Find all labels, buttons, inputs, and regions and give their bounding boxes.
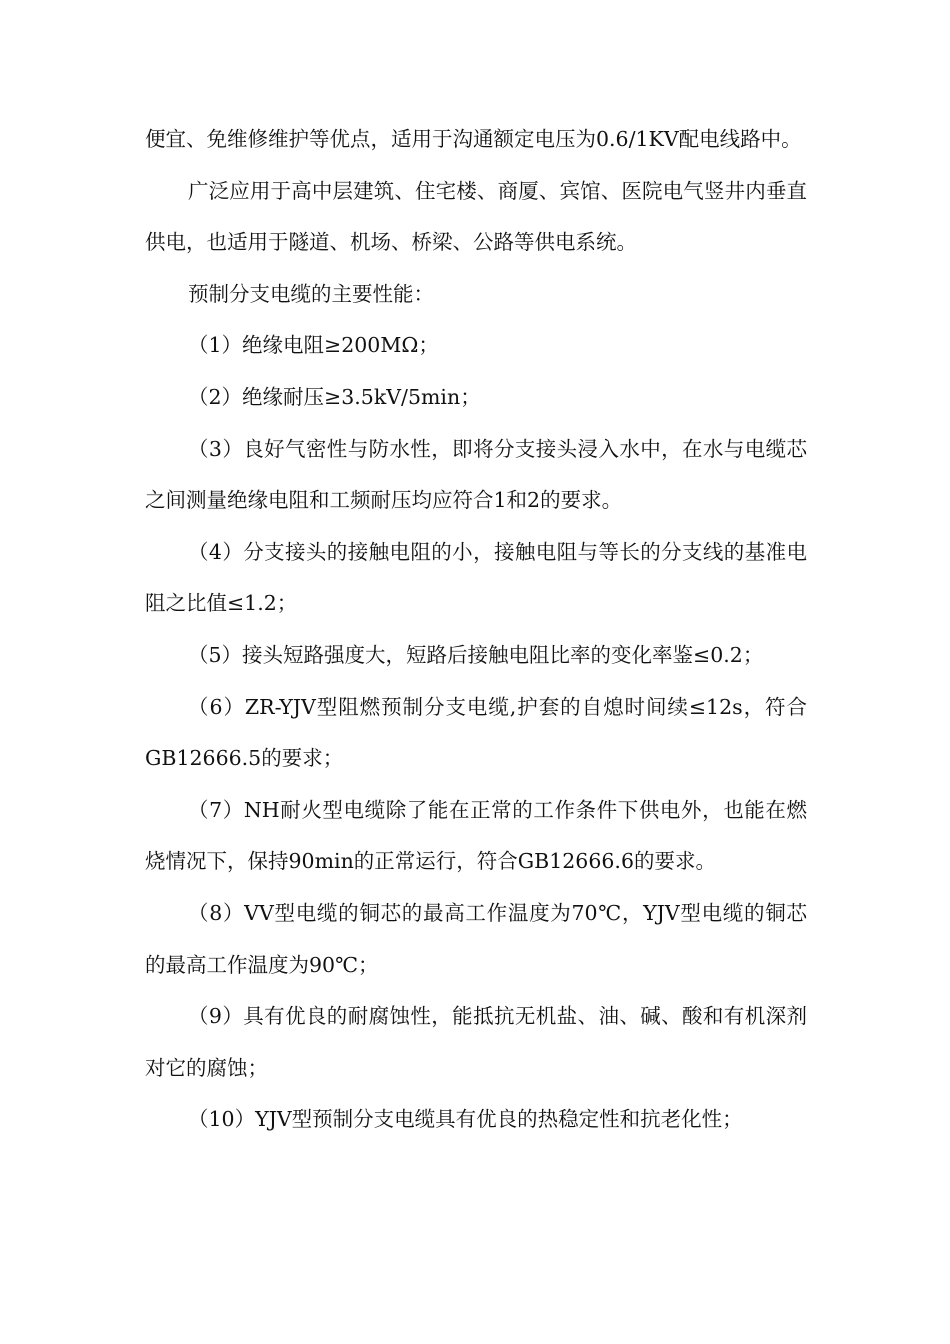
list-item-4: （4）分支接头的接触电阻的小，接触电阻与等长的分支线的基准电阻之比值≤1.2； — [145, 539, 807, 616]
paragraph-applications: 广泛应用于高中层建筑、住宅楼、商厦、宾馆、医院电气竖井内垂直供电，也适用于隧道、机场、桥梁、公路等供电系统。 — [145, 178, 807, 255]
list-item-10: （10）YJV型预制分支电缆具有优良的热稳定性和抗老化性； — [188, 1107, 743, 1132]
list-item-2: （2）绝缘耐压≥3.5kV/5min； — [188, 384, 481, 409]
list-item-1: （1）绝缘电阻≥200MΩ； — [188, 333, 439, 358]
list-item-3: （3）良好气密性与防水性，即将分支接头浸入水中，在水与电缆芯之间测量绝缘电阻和工频耐压均应符合1和2的要求。 — [145, 436, 807, 513]
paragraph-performance-heading: 预制分支电缆的主要性能： — [188, 281, 434, 306]
list-item-8: （8）VV型电缆的铜芯的最高工作温度为70℃，YJV型电缆的铜芯的最高工作温度为90℃； — [145, 900, 807, 977]
list-item-6: （6）ZR-YJV型阻燃预制分支电缆,护套的自熄时间续≤12s，符合GB12666.5的要求； — [145, 694, 807, 771]
list-item-5: （5）接头短路强度大，短路后接触电阻比率的变化率鉴≤0.2； — [188, 642, 764, 667]
paragraph-intro-continuation: 便宜、免维修维护等优点，适用于沟通额定电压为0.6/1KV配电线路中。 — [145, 127, 802, 151]
document-body — [145, 114, 807, 1146]
list-item-9: （9）具有优良的耐腐蚀性，能抵抗无机盐、油、碱、酸和有机深剂对它的腐蚀； — [145, 1004, 807, 1080]
list-item-7: （7）NH耐火型电缆除了能在正常的工作条件下供电外，也能在燃烧情况下，保持90min的正常运行，符合GB12666.6的要求。 — [145, 797, 807, 874]
